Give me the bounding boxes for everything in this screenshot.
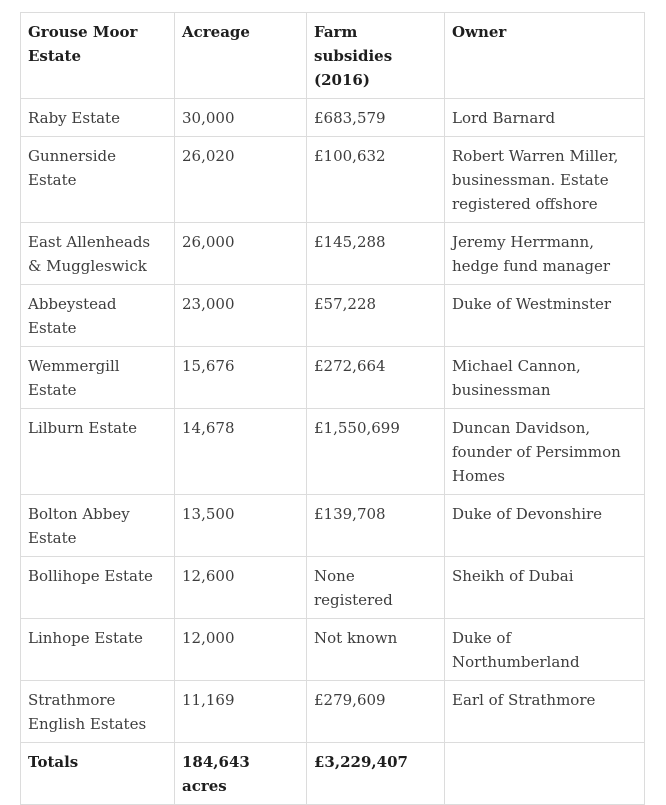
header-owner: Owner [445,13,645,99]
header-acreage: Acreage [175,13,307,99]
owner-cell: Jeremy Herrmann, hedge fund manager [445,223,645,285]
table-row [21,347,645,409]
estate-cell: Strathmore English Estates [21,681,175,743]
header-estate: Grouse Moor Estate [21,13,175,99]
subsidies-cell: None registered [307,557,445,619]
acreage-cell: 11,169 [175,681,307,743]
subsidies-cell: £1,550,699 [307,409,445,495]
estate-cell: Gunnerside Estate [21,137,175,223]
estate-cell: Linhope Estate [21,619,175,681]
estate-cell: Raby Estate [21,99,175,137]
grouse-moor-estates-table [20,12,645,805]
acreage-cell: 12,000 [175,619,307,681]
estate-cell: Bollihope Estate [21,557,175,619]
table-row [21,285,645,347]
estate-cell: Wemmergill Estate [21,347,175,409]
acreage-cell: 13,500 [175,495,307,557]
totals-label: Totals [21,743,175,805]
subsidies-cell: £272,664 [307,347,445,409]
acreage-cell: 26,000 [175,223,307,285]
totals-row [21,743,645,805]
owner-cell: Duke of Westminster [445,285,645,347]
acreage-cell: 30,000 [175,99,307,137]
owner-cell: Michael Cannon, businessman [445,347,645,409]
totals-acreage: 184,643 acres [175,743,307,805]
header-subsidies: Farm subsidies (2016) [307,13,445,99]
table-header-row [21,13,645,99]
totals-subsidies: £3,229,407 [307,743,445,805]
table-row [21,681,645,743]
subsidies-cell: £683,579 [307,99,445,137]
owner-cell: Sheikh of Dubai [445,557,645,619]
totals-owner [445,743,645,805]
acreage-cell: 23,000 [175,285,307,347]
acreage-cell: 26,020 [175,137,307,223]
owner-cell: Lord Barnard [445,99,645,137]
table-row [21,223,645,285]
owner-cell: Earl of Strathmore [445,681,645,743]
owner-cell: Robert Warren Miller, businessman. Estate registered offshore [445,137,645,223]
table-row [21,409,645,495]
table-row [21,619,645,681]
estate-cell: Lilburn Estate [21,409,175,495]
owner-cell: Duke of Northumberland [445,619,645,681]
subsidies-cell: £145,288 [307,223,445,285]
estate-cell: Abbeystead Estate [21,285,175,347]
subsidies-cell: £57,228 [307,285,445,347]
subsidies-cell: £100,632 [307,137,445,223]
acreage-cell: 15,676 [175,347,307,409]
table-row [21,99,645,137]
subsidies-cell: Not known [307,619,445,681]
subsidies-cell: £279,609 [307,681,445,743]
table-row [21,557,645,619]
owner-cell: Duke of Devonshire [445,495,645,557]
owner-cell: Duncan Davidson, founder of Persimmon Homes [445,409,645,495]
acreage-cell: 14,678 [175,409,307,495]
estate-cell: East Allenheads & Muggleswick [21,223,175,285]
acreage-cell: 12,600 [175,557,307,619]
table-row [21,137,645,223]
table-row [21,495,645,557]
subsidies-cell: £139,708 [307,495,445,557]
estate-cell: Bolton Abbey Estate [21,495,175,557]
